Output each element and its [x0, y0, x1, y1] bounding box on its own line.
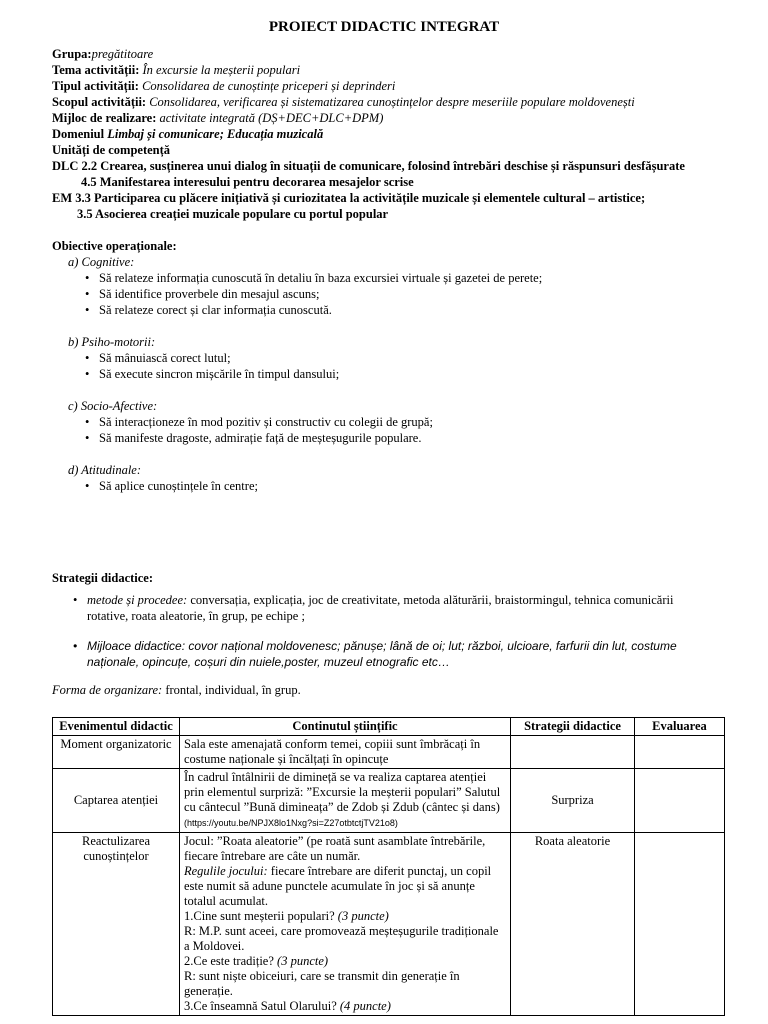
mijloace-list — [52, 638, 716, 670]
list-item: • Să relateze informația cunoscută în detaliu în baza excursiei virtuale și gazetei de perete; — [85, 270, 716, 286]
list-item: • metode și procedee: conversația, explicația, joc de creativitate, metoda alăturării, braistormingul, tehnica comunicării rotative, roata aleatorie, în grup, pe echipe ; — [73, 592, 716, 624]
grupa-line: Grupa:pregătitoare — [52, 47, 154, 61]
youtube-link[interactable]: (https://youtu.be/NPJX8lo1Nxg?si=Z27otbtctjTV21o8) — [184, 818, 398, 828]
table-row — [53, 769, 725, 833]
eval-cell — [635, 736, 725, 769]
strategy-cell: Roata aleatorie — [511, 833, 635, 1016]
lesson-table — [52, 717, 725, 1016]
table-row — [53, 833, 725, 1016]
obiective-group-label: c) Socio-Afective: — [68, 399, 158, 413]
eval-cell — [635, 769, 725, 833]
scopul-line: Scopul activității: Consolidarea, verificarea și sistematizarea cunoștințelor despre meseriile populare moldovenești — [52, 95, 635, 109]
event-cell: Captarea atenției — [53, 769, 180, 833]
list-item: • Să relateze corect și clar informația cunoscută. — [85, 302, 716, 318]
strategy-cell: Surpriza — [511, 769, 635, 833]
table-header-row — [53, 718, 725, 736]
obiective-group-label: a) Cognitive: — [68, 255, 135, 269]
domeniul-line: Domeniul Limbaj și comunicare; Educația muzicală — [52, 127, 324, 141]
strategy-cell — [511, 736, 635, 769]
column-header: Evaluarea — [635, 718, 725, 736]
competenta-em33: EM 3.3 Participarea cu plăcere inițiativă și curiozitatea la activitățile muzicale și elementele cultural – artistice; — [52, 191, 646, 205]
strategii-list — [52, 592, 716, 624]
tipul-line: Tipul activității: Consolidarea de cunoștințe priceperi și deprinderi — [52, 79, 396, 93]
list-item: • Să interacționeze în mod pozitiv și constructiv cu colegii de grupă; — [85, 414, 716, 430]
competenta-em35: 3.5 Asocierea creației muzicale populare cu portul popular — [77, 207, 389, 221]
list-item: • Să execute sincron mișcările în timpul dansului; — [85, 366, 716, 382]
eval-cell — [635, 833, 725, 1016]
tema-line: Tema activității: În excursie la meșterii populari — [52, 63, 301, 77]
event-cell: Moment organizatoric — [53, 736, 180, 769]
obiective-list — [52, 270, 716, 318]
competenta-dlc45: 4.5 Manifestarea interesului pentru decorarea mesajelor scrise — [81, 175, 414, 189]
obiective-list — [52, 350, 716, 382]
list-item: • Mijloace didactice: covor național moldovenesc; pănușe; lână de oi; lut; război, ulcioare, farfurii din lut, costume naționale, opincuțe, coșuri din nuiele,poster, muzeul etnografic etc… — [73, 638, 716, 670]
competente-heading: Unități de competență — [52, 143, 171, 157]
competenta-dlc22: DLC 2.2 Crearea, susținerea unui dialog în situații de comunicare, folosind întrebări deschise și răspunsuri desfășurate — [52, 159, 685, 173]
document-title: PROIECT DIDACTIC INTEGRAT — [268, 19, 500, 35]
column-header: Continutul științific — [180, 718, 511, 736]
content-cell: Sala este amenajată conform temei, copiii sunt îmbrăcați în costume naționale și încălțați în opincuțe — [180, 736, 511, 769]
event-cell: Reactulizarea cunoștințelor — [53, 833, 180, 1016]
obiective-list — [52, 414, 716, 446]
column-header: Strategii didactice — [511, 718, 635, 736]
list-item: • Să aplice cunoștințele în centre; — [85, 478, 716, 494]
table-row — [53, 736, 725, 769]
list-item: • Să manifeste dragoste, admirație față de meșteșugurile populare. — [85, 430, 716, 446]
strategii-heading: Strategii didactice: — [52, 571, 154, 585]
forma-line: Forma de organizare: frontal, individual, în grup. — [52, 683, 301, 697]
mijloc-line: Mijloc de realizare: activitate integrată (DȘ+DEC+DLC+DPM) — [52, 111, 384, 125]
obiective-heading: Obiective operaționale: — [52, 239, 177, 253]
list-item: • Să identifice proverbele din mesajul ascuns; — [85, 286, 716, 302]
column-header: Evenimentul didactic — [53, 718, 180, 736]
list-item: • Să mânuiască corect lutul; — [85, 350, 716, 366]
obiective-group-label: b) Psiho-motorii: — [68, 335, 156, 349]
obiective-group-label: d) Atitudinale: — [68, 463, 142, 477]
content-cell: Jocul: ”Roata aleatorie” (pe roată sunt asamblate întrebările, fiecare întrebare are câte un număr. Regulile jocului: fiecare întrebare are diferit punctaj, un copil este numit să adune punctele acumulate în joc și să anunțe totalul acumulat. 1.Cine sunt meșterii populari? (3 puncte) R: M.P. sunt aceei, care promovează meșteșugurile tradiționale a Moldovei. 2.Ce este tradiție? (3 puncte) R: sunt niște obiceiuri, care se transmit din generație în generație. 3.Ce înseamnă Satul Olarului? (4 puncte) — [180, 833, 511, 1016]
obiective-list — [52, 478, 716, 494]
content-cell: În cadrul întâlnirii de dimineță se va realiza captarea atenției prin elementul surpriză: ”Excursie la meșterii populari” Salutul cu cântecul ”Bună dimineața” de Zdob și Zdub (cântec și dans) (https://youtu.be/NPJX8lo1Nxg?si=Z27otbtctjTV21o8) — [180, 769, 511, 833]
